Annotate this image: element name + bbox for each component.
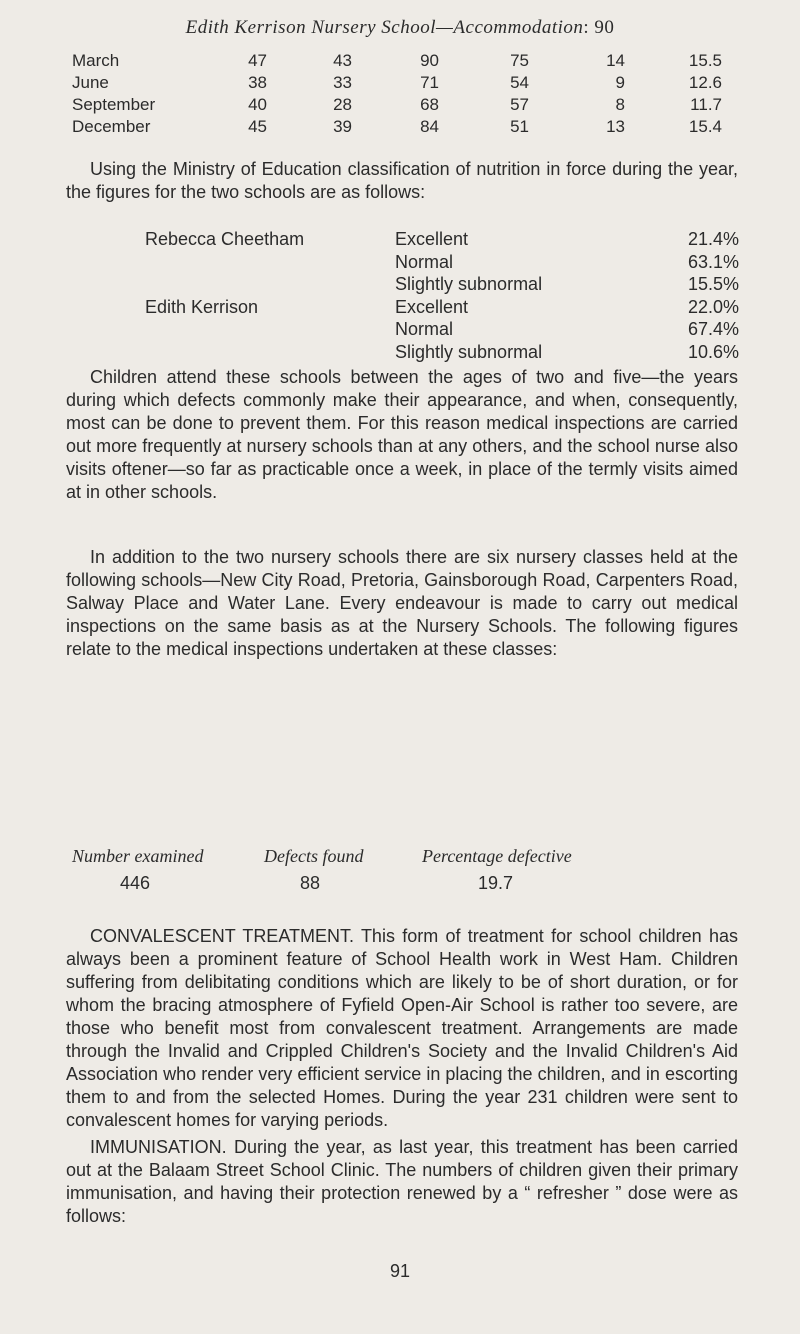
table-row	[72, 72, 752, 94]
nutrition-class: Excellent	[395, 296, 469, 317]
nutrition-intro: Using the Ministry of Education classification of nutrition in force during the year, the figures for the two schools are as follows:	[66, 159, 738, 202]
table-row	[145, 318, 743, 341]
table-cell: 12.6	[688, 73, 722, 92]
row-month: June	[72, 73, 109, 92]
school-name: Rebecca Cheetham	[145, 229, 305, 249]
table-cell: 43	[333, 51, 352, 70]
table-cell: 84	[420, 117, 439, 136]
table-cell: 33	[333, 73, 352, 92]
paragraph-nursery-classes: In addition to the two nursery schools there are six nursery classes held at the following schools—New City Road, Pretoria, Gainsborough Road, Carpenters Road, Salway Place and Water Lane. Every endeavour is made to carry out medical inspections on the same basis as at the Nursery Schools. The following figures relate to the medical inspections undertaken at these classes:	[66, 547, 738, 659]
table-cell: 71	[420, 73, 439, 92]
section-immunisation	[66, 1136, 738, 1228]
nutrition-percent: 22.0%	[687, 296, 739, 317]
nutrition-percent: 21.4%	[687, 229, 739, 249]
nutrition-percent: 15.5%	[687, 274, 739, 294]
table-row	[72, 94, 752, 116]
nutrition-class: Normal	[395, 251, 454, 272]
nutrition-class: Normal	[395, 319, 454, 339]
table-row	[72, 116, 752, 138]
immunisation-heading: IMMUNISATION.	[90, 1137, 227, 1157]
table-cell: 15.4	[688, 117, 722, 136]
header-percentage-defective: Percentage defective	[422, 846, 572, 866]
nutrition-percent: 63.1%	[687, 251, 739, 272]
school-name	[145, 341, 395, 364]
table-cell: 9	[615, 73, 625, 92]
value-defects-found: 88	[300, 873, 321, 893]
table-cell: 39	[333, 117, 352, 136]
table-cell: 45	[248, 117, 267, 136]
table-cell: 28	[333, 95, 352, 114]
accommodation-heading	[0, 17, 800, 39]
table-row	[145, 228, 743, 251]
school-name	[145, 318, 395, 341]
heading-separator: :	[583, 17, 590, 38]
table-cell: 47	[248, 51, 267, 70]
school-name	[145, 251, 395, 274]
table-cell: 51	[510, 117, 529, 136]
table-cell: 15.5	[688, 51, 722, 70]
header-defects-found: Defects found	[264, 846, 364, 866]
table-cell: 90	[420, 51, 439, 70]
header-number-examined: Number examined	[72, 846, 204, 866]
value-percentage-defective: 19.7	[478, 873, 514, 893]
page-number: 91	[389, 1261, 411, 1281]
accommodation-value: 90	[594, 17, 615, 38]
nutrition-class: Excellent	[395, 229, 469, 249]
table-cell: 68	[420, 95, 439, 114]
row-month: September	[72, 95, 156, 114]
table-cell: 8	[615, 95, 625, 114]
convalescent-heading: CONVALESCENT TREATMENT.	[90, 926, 354, 946]
paragraph-children: Children attend these schools between the ages of two and five—the years during which defects commonly make their appearance, and when, consequently, most can be done to prevent them. For this reason medical inspections are carried out more frequently at nursery schools than at any others, and the school nurse also visits oftener—so far as practicable once a week, in place of the termly visits aimed at in other schools.	[66, 367, 738, 502]
attendance-table	[72, 50, 752, 138]
nutrition-percent: 10.6%	[687, 341, 739, 362]
table-cell: 54	[510, 73, 529, 92]
table-cell: 14	[606, 51, 625, 70]
nutrition-class: Slightly subnormal	[395, 341, 543, 362]
heading-title: Edith Kerrison Nursery School—Accommodation	[185, 17, 584, 38]
row-month: March	[72, 51, 120, 70]
table-row	[145, 273, 743, 296]
school-name: Edith Kerrison	[145, 296, 259, 317]
table-cell: 38	[248, 73, 267, 92]
table-cell: 40	[248, 95, 267, 114]
value-number-examined: 446	[120, 873, 151, 893]
table-row	[145, 251, 743, 274]
nutrition-table	[145, 228, 743, 363]
row-month: December	[72, 117, 151, 136]
table-row	[145, 341, 743, 364]
table-cell: 13	[606, 117, 625, 136]
section-convalescent	[66, 925, 738, 1132]
table-cell: 11.7	[690, 95, 722, 114]
table-cell: 57	[510, 95, 529, 114]
table-row	[145, 296, 743, 319]
nutrition-percent: 67.4%	[687, 319, 739, 339]
immunisation-text: During the year, as last year, this treatment has been carried out at the Balaam Street School Clinic. The numbers of children given their primary immunisation, and having their protection renewed by a “ refresher ” dose were as follows:	[66, 1137, 738, 1226]
nutrition-class: Slightly subnormal	[395, 274, 543, 294]
table-cell: 75	[510, 51, 529, 70]
convalescent-text: This form of treatment for school children has always been a prominent feature of School Health work in West Ham. Children suffering from delibitating conditions which are likely to be of short duration, or for whom the bracing atmosphere of Fyfield Open-Air School is rather too severe, are those who benefit most from convalescent treatment. Arrangements are made through the Invalid and Crippled Children's Society and the Invalid Children's Aid Association who render very efficient service in placing the children, and in escorting them to and from the selected Homes. During the year 231 children were sent to convalescent homes for varying periods.	[66, 926, 738, 1130]
school-name	[145, 273, 395, 296]
table-row	[72, 50, 752, 72]
